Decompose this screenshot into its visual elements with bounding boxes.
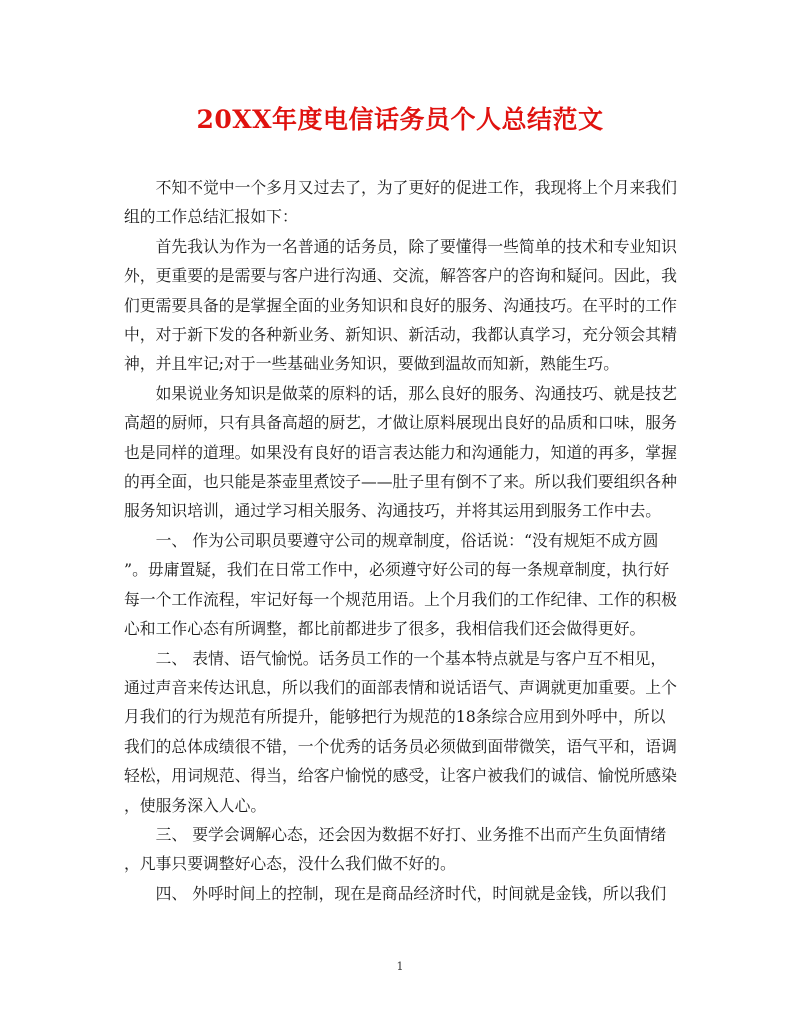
text-line: 中，对于新下发的各种新业务、新知识、新活动，我都认真学习，充分领会其精 xyxy=(124,325,677,345)
text-line: ，凡事只要调整好心态，没什么我们做不好的。 xyxy=(124,854,456,874)
text-line: 外，更重要的是需要与客户进行沟通、交流，解答客户的咨询和疑问。因此，我 xyxy=(124,266,677,286)
text-line: 如果说业务知识是做菜的原料的话，那么良好的服务、沟通技巧、就是技艺 xyxy=(155,383,677,403)
text-line: 四、 外呼时间上的控制，现在是商品经济时代，时间就是金钱，所以我们 xyxy=(155,883,667,903)
text-line: 我们的总体成绩很不错，一个优秀的话务员必须做到面带微笑，语气平和，语调 xyxy=(124,736,677,756)
paragraph-point-two xyxy=(124,644,676,820)
text-line: 服务知识培训，通过学习相关服务、沟通技巧，并将其运用到服务工作中去。 xyxy=(124,501,662,521)
paragraph-point-three xyxy=(124,820,676,879)
text-line: 高超的厨师，只有具备高超的厨艺，才做让原料展现出良好的品质和口味，服务 xyxy=(124,413,677,433)
paragraph-knowledge xyxy=(124,232,676,379)
paragraph-intro xyxy=(124,173,676,232)
paragraph-point-one xyxy=(124,526,676,644)
text-line: 首先我认为作为一名普通的话务员，除了要懂得一些简单的技术和专业知识 xyxy=(155,236,677,256)
text-line: 也是同样的道理。如果没有良好的语言表达能力和沟通能力，知道的再多，掌握 xyxy=(124,442,677,462)
text-line: 的再全面，也只能是茶壶里煮饺子——肚子里有倒不了来。所以我们要组织各种 xyxy=(124,472,677,492)
text-line: 们更需要具备的是掌握全面的业务知识和良好的服务、沟通技巧。在平时的工作 xyxy=(124,295,677,315)
paragraph-point-four xyxy=(124,879,676,908)
document-body xyxy=(124,173,676,908)
text-line: 通过声音来传达讯息，所以我们的面部表情和说话语气、声调就更加重要。上个 xyxy=(124,677,677,697)
text-line: 神，并且牢记;对于一些基础业务知识，要做到温故而知新，熟能生巧。 xyxy=(124,354,620,374)
text-line: 月我们的行为规范有所提升，能够把行为规范的18条综合应用到外呼中，所以 xyxy=(124,707,666,727)
paragraph-service-skills xyxy=(124,379,676,526)
text-line: 每一个工作流程，牢记好每一个规范用语。上个月我们的工作纪律、工作的积极 xyxy=(124,589,677,609)
text-line: ，使服务深入人心。 xyxy=(124,795,267,815)
text-line: 不知不觉中一个多月又过去了，为了更好的促进工作，我现将上个月来我们 xyxy=(155,178,677,197)
text-line: 心和工作心态有所调整，都比前都进步了很多，我相信我们还会做得更好。 xyxy=(124,619,646,639)
document-title: 20XX年度电信话务员个人总结范文 xyxy=(196,105,604,134)
text-line: 组的工作总结汇报如下： xyxy=(124,207,298,227)
text-line: ”。毋庸置疑，我们在日常工作中，必须遵守好公司的每一条规章制度，执行好 xyxy=(124,560,670,580)
text-line: 二、 表情、语气愉悦。话务员工作的一个基本特点就是与客户互不相见， xyxy=(155,648,667,668)
page-number: 1 xyxy=(396,960,404,973)
text-line: 轻松，用词规范、得当，给客户愉悦的感受，让客户被我们的诚信、愉悦所感染 xyxy=(124,766,677,786)
text-line: 一、 作为公司职员要遵守公司的规章制度，俗话说：“没有规矩不成方圆 xyxy=(155,530,659,550)
text-line: 三、 要学会调解心态，还会因为数据不好打、业务推不出而产生负面情绪 xyxy=(155,824,667,844)
